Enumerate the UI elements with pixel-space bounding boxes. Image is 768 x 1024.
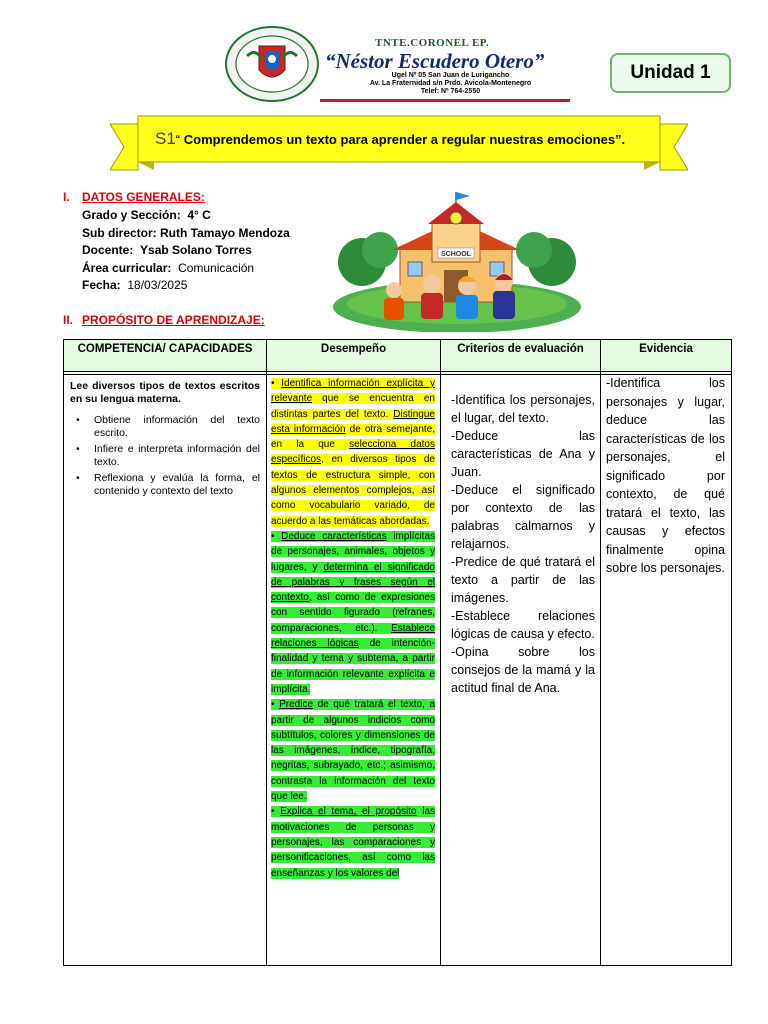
docente-label: Docente: (82, 243, 134, 257)
desempeno-cell (271, 376, 435, 961)
desempeno-text: de otra semejante, en la que (271, 423, 435, 451)
session-open-quote: “ (175, 132, 181, 147)
capacidades-list (70, 414, 260, 498)
area-line (82, 260, 290, 278)
bullet: • (271, 699, 280, 711)
bullet: • (271, 530, 282, 542)
school-ugel: Ugel Nº 05 San Juan de Lurigancho (391, 72, 510, 79)
capacidad-item: • Obtiene información del texto escrito. (70, 414, 260, 440)
school-header (225, 22, 570, 104)
desempeno-paragraph (271, 804, 435, 880)
section-number: I. (63, 190, 70, 204)
evidencia-text: -Identifica los personajes y lugar, deduce las características de los personajes, el significado por contexto, de qué tratará el texto, las causas y efectos finalmente opina sobre los personajes. (606, 376, 725, 575)
header-divider (320, 99, 570, 102)
column-divider (266, 340, 267, 965)
section-label: DATOS GENERALES: (82, 190, 205, 204)
desempeno-highlight: determina el significado de palabras y frases según el contexto (271, 561, 435, 604)
desempeno-highlight: Identifica información explícita y relevante (271, 378, 435, 405)
desempeno-text: que se encuentra en distintas partes del texto. (271, 393, 435, 420)
fecha-label: Fecha: (82, 278, 121, 292)
docente-line (82, 242, 290, 260)
competencia-title: Lee diversos tipos de textos escritos en su lengua materna. (70, 380, 260, 405)
desempeno-paragraph (271, 529, 435, 697)
section-label: PROPÓSITO DE APRENDIZAJE: (82, 313, 265, 327)
bullet: • (271, 806, 281, 818)
desempeno-text: , así como de expresiones con sentido figurado (refranes, comparaciones, etc.). (271, 592, 435, 634)
competencia-cell (70, 380, 260, 501)
section-datos-title (63, 190, 205, 204)
table-header-row (64, 340, 731, 372)
school-name: “Néstor Escudero Otero” (325, 49, 545, 73)
column-divider (600, 340, 601, 965)
session-title-text: Comprendemos un texto para aprender a regular nuestras emociones”. (180, 132, 626, 147)
school-phone: Telef: Nº 764-2550 (420, 88, 481, 95)
column-divider (440, 340, 441, 965)
bullet: • (271, 378, 282, 389)
session-banner (110, 112, 688, 174)
header-criterios: Criterios de evaluación (441, 340, 601, 372)
session-title (155, 129, 655, 149)
school-rank: TNTE.CORONEL EP. (375, 37, 490, 49)
desempeno-highlight: Explica el tema, el propósito (280, 806, 417, 818)
school-logo (225, 26, 320, 102)
grado-line (82, 207, 290, 225)
desempeno-text: las motivaciones de personas y personajes, las comparaciones y personificaciones, así como las enseñanzas y los valores del (271, 806, 435, 879)
grado-value: 4° C (187, 208, 211, 222)
session-number: S1 (155, 129, 176, 148)
subdirector-value: Ruth Tamayo Mendoza (160, 225, 290, 240)
area-value: Comunicación (178, 260, 255, 275)
header-evidencia (601, 340, 731, 372)
subdirector-line (82, 225, 290, 243)
evidencia-cell (606, 374, 725, 578)
desempeno-highlight: Deduce características (281, 530, 387, 542)
capacidad-item: • Infiere e interpreta información del texto. (70, 443, 260, 469)
grado-label: Grado y Sección: (82, 208, 181, 222)
desempeno-highlight: Establece relaciones lógicas (271, 622, 435, 650)
school-sign: SCHOOL (441, 251, 471, 258)
desempeno-highlight: selecciona datos específicos (271, 439, 435, 466)
area-label: Área curricular: (82, 260, 172, 275)
subdirector-label: Sub director: (82, 225, 157, 240)
header-competencia: COMPETENCIA/ CAPACIDADES (64, 340, 267, 372)
desempeno-paragraph (271, 376, 435, 529)
desempeno-text: de intención-finalidad y tema y subtema, a partir de información relevante explícita e implícita. (271, 638, 435, 695)
school-children-illustration (332, 192, 582, 332)
section-proposito-title (63, 313, 265, 327)
unit-badge: Unidad 1 (610, 53, 731, 93)
capacidad-item: • Reflexiona y evalúa la forma, el contenido y contexto del texto (70, 472, 260, 498)
fecha-value: 18/03/2025 (127, 278, 188, 292)
criterios-text: -Identifica los personajes, el lugar, del texto. -Deduce las características de Ana y Juan. -Deduce el significado por contexto de las palabras calmarnos y relajarnos. -Predice de qué tratará el texto a partir de las imágenes. -Establece relaciones lógicas de causa y efecto. -Opina sobre los consejos de la mamá y la actitud final de Ana. (451, 393, 595, 695)
fecha-line (82, 277, 290, 295)
learning-table (63, 339, 732, 966)
desempeno-text: , en diversos tipos de textos de estructura simple, con algunos elementos complejos, así como vocabulario variado, de acuerdo a las temáticas abordadas. (271, 454, 435, 527)
desempeno-text: implícitas de personajes, animales, objetos y lugares, y (271, 530, 435, 573)
school-address: Av. La Fraternidad s/n Prdo. Avicola-Montenegro (369, 80, 532, 87)
criterios-cell (451, 391, 595, 697)
docente-value: Ysab Solano Torres (140, 243, 252, 257)
header-desempeno: Desempeño (267, 340, 441, 372)
section-number: II. (63, 313, 74, 327)
desempeno-text: de qué tratará el texto, a partir de algunos indicios como subtítulos, colores y dimensiones de las imágenes, índice, tipografía, negritas, subrayado, etc.; asimismo, contrasta la información del texto que lee. (271, 699, 435, 803)
header-evidencia-text: Evidencia (639, 343, 693, 355)
school-contact-info (363, 72, 538, 96)
desempeno-paragraph (271, 697, 435, 804)
desempeno-highlight: Predice (279, 699, 313, 711)
desempeno-highlight: Distingue esta información (271, 408, 435, 435)
general-data (82, 207, 290, 295)
